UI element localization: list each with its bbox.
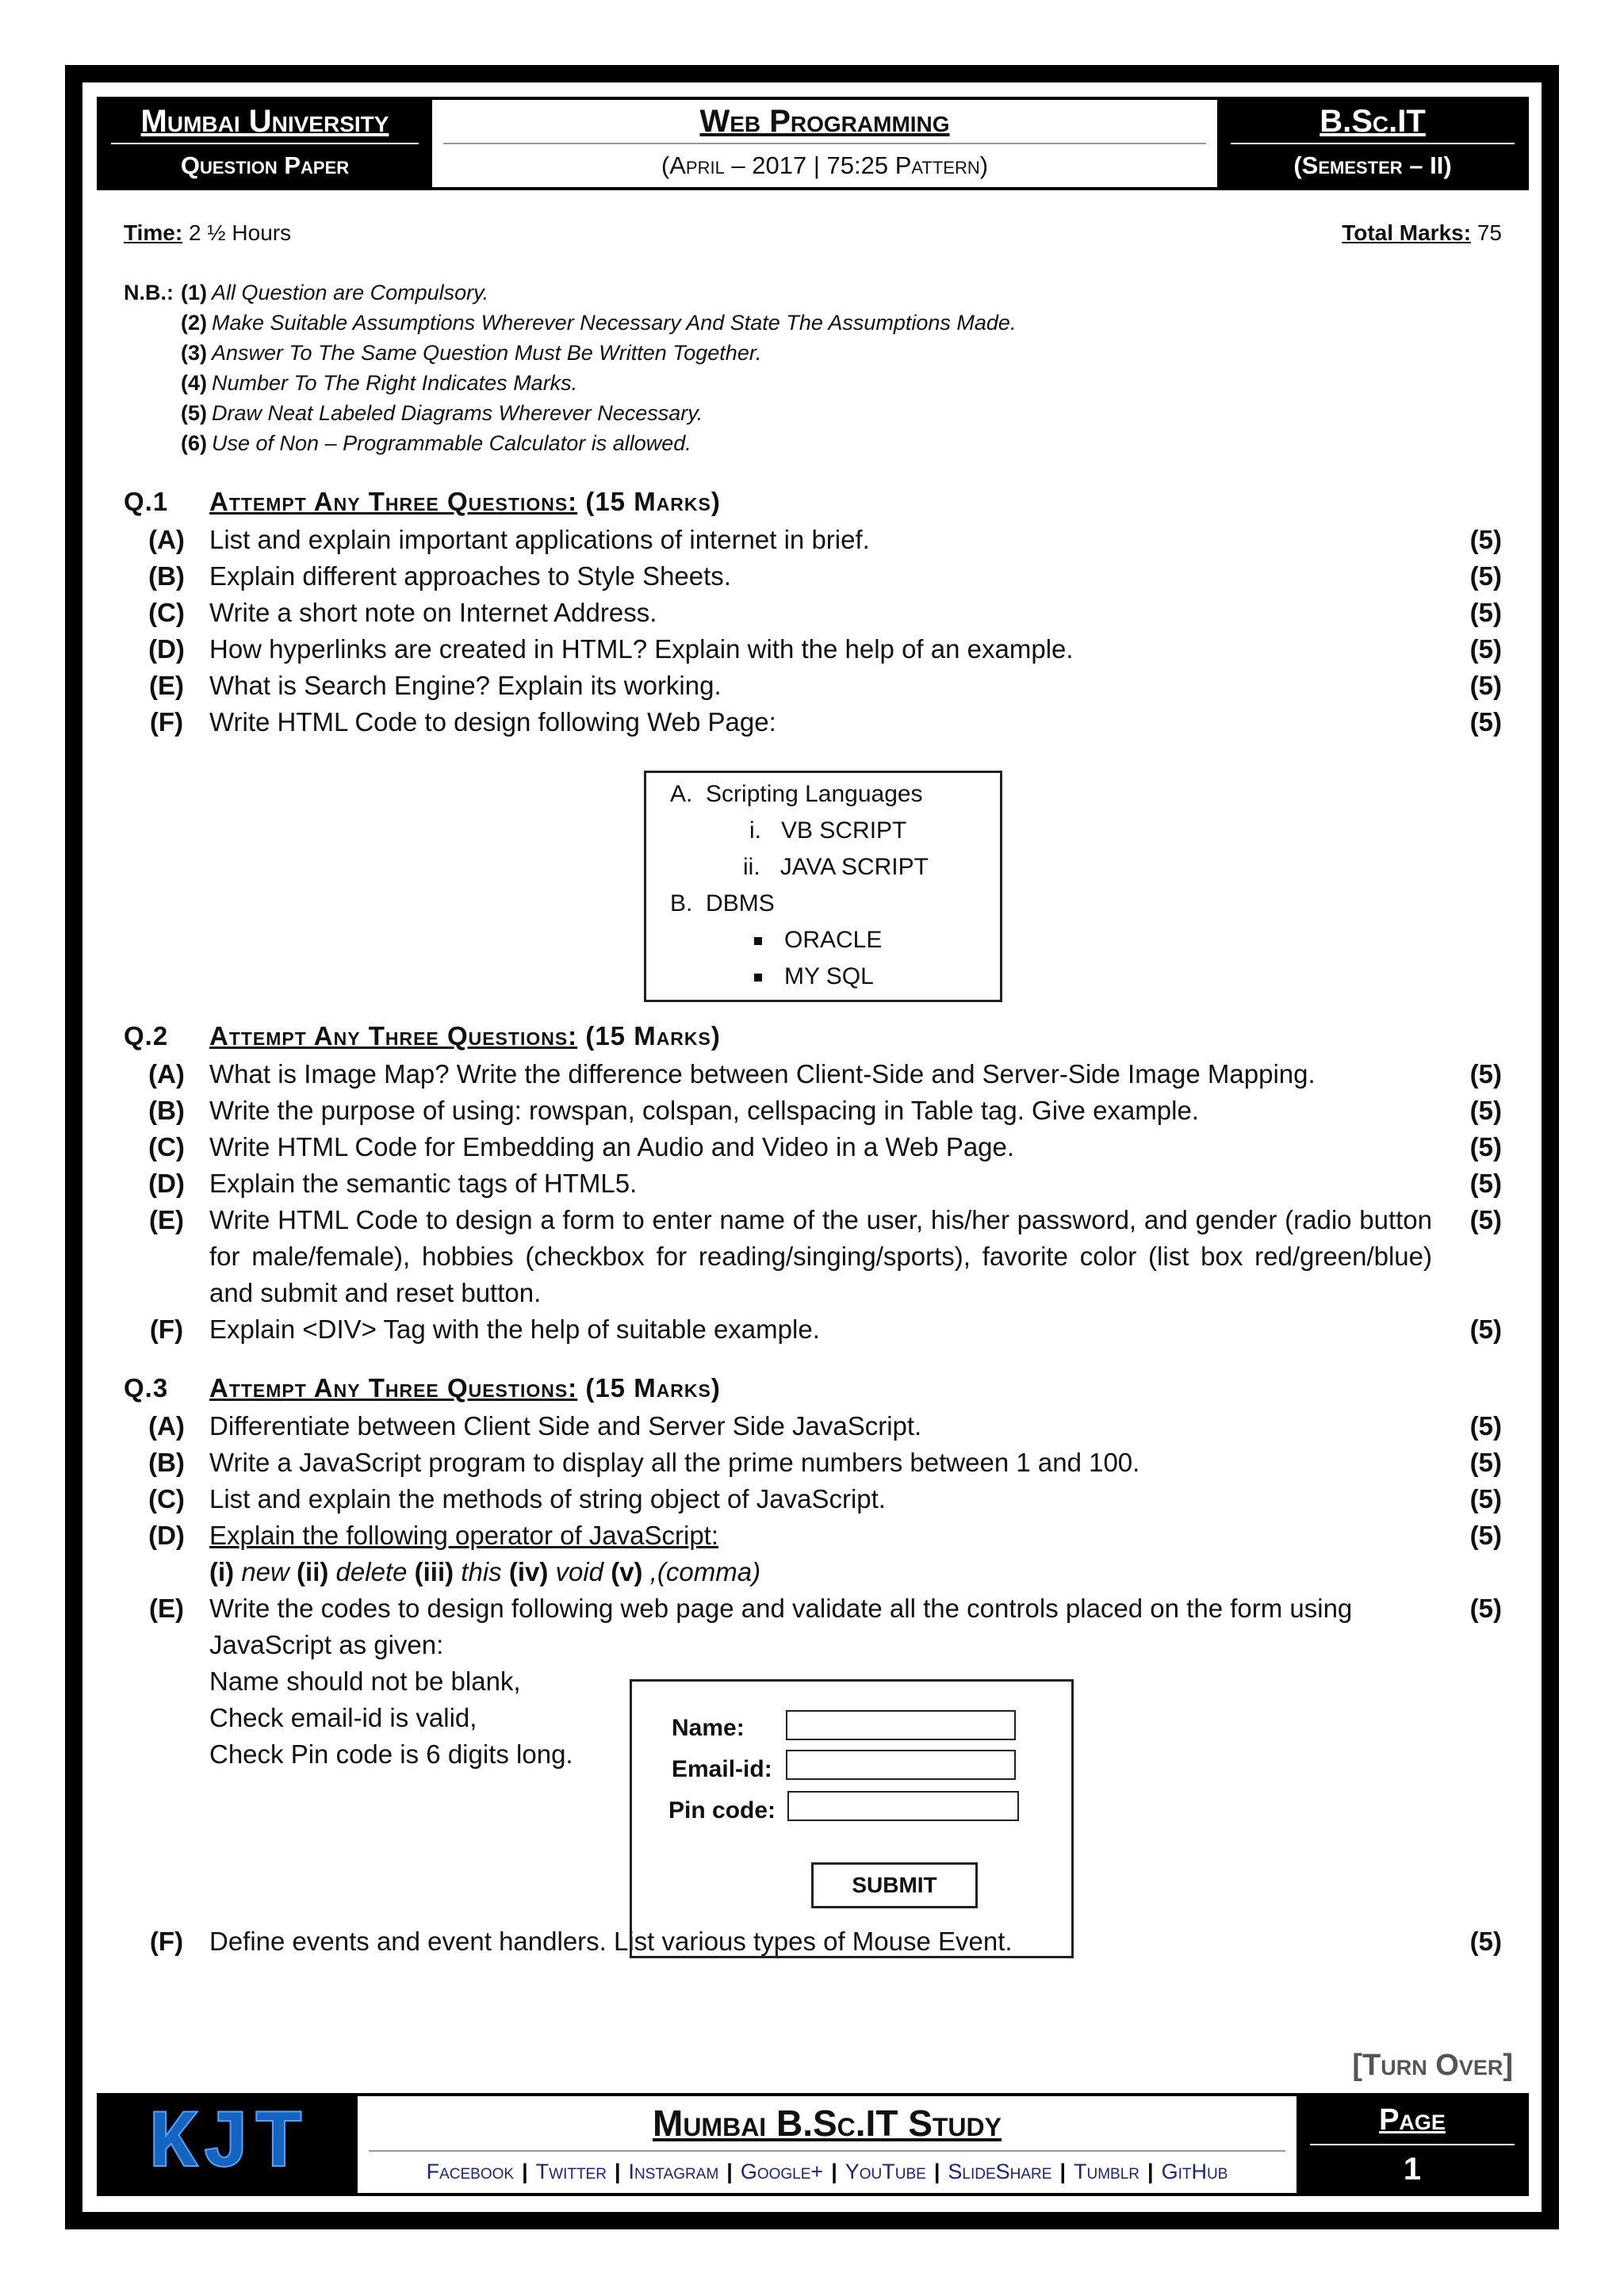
q3-list: (A) Differentiate between Client Side and Server Side JavaScript. (5) (B) Write a JavaScript program to display all the prime numbers between 1 and 100. (5) (C) List and explain the methods of string object of JavaScript. (5) (D) Explain the following operator of JavaScript: (5) (i) new (ii) delete (iii) this (iv) void (v) ,(comma) (E) Write the codes to design following web page and validate all the controls placed on the form using (5) JavaScript as given: Name should not be blank, Check email-id is valid, Check Pin code is 6 digits long. (F) Define events and event handlers. List various types of Mouse Event. (5) <box>124 1408 1502 1960</box>
subject-title: Web Programming <box>699 103 950 139</box>
time-info: Time: 2 ½ Hours <box>124 220 292 245</box>
footer-center <box>355 2096 1299 2193</box>
name-field <box>786 1710 1016 1740</box>
header-course <box>1220 100 1526 187</box>
total-marks-info: Total Marks: 75 <box>1342 220 1502 245</box>
link-github[interactable]: GitHub <box>1161 2160 1228 2184</box>
operator-list: (i) new (ii) delete (iii) this (iv) void (v) ,(comma) <box>209 1557 761 1586</box>
form-figure <box>630 1679 1074 1958</box>
link-tumblr[interactable]: Tumblr <box>1074 2160 1140 2184</box>
instruction-item: All Question are Compulsory. <box>212 281 489 304</box>
question-item: (D) How hyperlinks are created in HTML? Explain with the help of an example. (5) <box>148 634 1502 664</box>
question-item: (F) Write HTML Code to design following Web Page: (5) <box>149 707 1502 737</box>
question-item: (C) List and explain the methods of string object of JavaScript. (5) <box>148 1484 1502 1513</box>
q2-heading: Q.2 Attempt Any Three Questions: (15 Marks) <box>124 1021 721 1050</box>
question-paper-label: Question Paper <box>180 151 350 179</box>
square-bullet-icon <box>754 937 762 945</box>
question-item: (E) Write HTML Code to design a form to enter name of the user, his/her password, and gender (radio button for male/female), hobbies (checkbox for reading/singing/sports), favorite color (list box red/green/blue) and submit and reset button. (5) <box>149 1205 1502 1307</box>
instruction-item: Make Suitable Assumptions Wherever Necessary And State The Assumptions Made. <box>212 311 1017 335</box>
q2-list <box>124 1056 1502 1348</box>
submit-button: SUBMIT <box>811 1862 978 1908</box>
question-item: (A) Differentiate between Client Side and Server Side JavaScript. (5) <box>148 1411 1502 1441</box>
pin-field <box>787 1791 1019 1821</box>
exam-meta <box>124 220 1502 246</box>
pin-label: Pin code: <box>668 1797 776 1823</box>
question-item: (F) Define events and event handlers. List various types of Mouse Event. (5) <box>149 1927 1502 1956</box>
page-footer <box>97 2093 1529 2196</box>
page-number-box <box>1299 2096 1526 2193</box>
question-item: (C) Write HTML Code for Embedding an Audio and Video in a Web Page. (5) <box>148 1132 1502 1161</box>
square-bullet-icon <box>754 974 762 982</box>
instructions: N.B.: (1) All Question are Compulsory. (2) Make Suitable Assumptions Wherever Necessary And State The Assumptions Made. (3) Answer To The Same Question Must Be Written Together. (4) Number To The Right Indicates Marks. (5) Draw Neat Labeled Diagrams Wherever Necessary. (6) Use of Non – Programmable Calculator is allowed. <box>124 277 1502 458</box>
instruction-item: Answer To The Same Question Must Be Written Together. <box>212 341 762 365</box>
link-youtube[interactable]: YouTube <box>845 2160 926 2184</box>
question-item: (F) Explain <DIV> Tag with the help of suitable example. (5) <box>149 1314 1502 1344</box>
page-label: Page <box>1379 2103 1446 2137</box>
instruction-item: Number To The Right Indicates Marks. <box>212 371 578 395</box>
email-label: Email-id: <box>672 1756 772 1782</box>
question-item: (A) What is Image Map? Write the difference between Client-Side and Server-Side Image Mapping. (5) <box>148 1059 1502 1089</box>
q1-heading: Q.1 Attempt Any Three Questions: (15 Marks) <box>124 487 721 516</box>
question-item: (D) Explain the semantic tags of HTML5. (5) <box>148 1169 1502 1198</box>
page-number: 1 <box>1403 2151 1422 2187</box>
kjt-logo: KJT <box>100 2096 355 2193</box>
link-googleplus[interactable]: Google+ <box>740 2160 824 2184</box>
instruction-item: Use of Non – Programmable Calculator is allowed. <box>212 431 691 455</box>
question-item: (C) Write a short note on Internet Address. (5) <box>148 598 1502 627</box>
question-item: (B) Write a JavaScript program to display all the prime numbers between 1 and 100. (5) <box>148 1448 1502 1477</box>
question-item: (B) Write the purpose of using: rowspan, colspan, cellspacing in Table tag. Give example. (5) <box>148 1096 1502 1125</box>
link-slideshare[interactable]: SlideShare <box>948 2160 1052 2184</box>
name-label: Name: <box>672 1715 745 1741</box>
course-name: B.Sc.IT <box>1320 103 1426 139</box>
question-item: (B) Explain different approaches to Style Sheets. (5) <box>148 561 1502 591</box>
semester-label: (Semester – II) <box>1293 151 1452 179</box>
question-item: (D) Explain the following operator of JavaScript: (5) <box>148 1521 1502 1550</box>
link-instagram[interactable]: Instagram <box>628 2160 719 2184</box>
footer-title: Mumbai B.Sc.IT Study <box>653 2102 1002 2144</box>
nested-list-figure: A. Scripting Languages i. VB SCRIPT ii. JAVA SCRIPT B. DBMS ORACLE MY SQL <box>644 771 1002 1002</box>
q3-heading: Q.3 Attempt Any Three Questions: (15 Marks) <box>124 1373 721 1402</box>
link-twitter[interactable]: Twitter <box>535 2160 607 2184</box>
exam-session: (April – 2017 | 75:25 Pattern) <box>661 151 989 179</box>
turn-over-note: [Turn Over] <box>1352 2049 1513 2082</box>
link-facebook[interactable]: Facebook <box>426 2160 515 2184</box>
question-item: (E) Write the codes to design following web page and validate all the controls placed on the form using (5) <box>149 1594 1502 1623</box>
question-item: (E) What is Search Engine? Explain its working. (5) <box>149 671 1502 700</box>
social-links: Facebook | Twitter | Instagram | Google+ | YouTube | SlideShare | Tumblr | GitHub <box>426 2160 1228 2184</box>
header-university <box>100 100 430 187</box>
q1-list <box>124 522 1502 740</box>
instruction-item: Draw Neat Labeled Diagrams Wherever Necessary. <box>212 401 703 425</box>
page-header <box>97 97 1529 190</box>
question-item: (A) List and explain important applications of internet in brief. (5) <box>148 525 1502 554</box>
email-field <box>786 1750 1016 1780</box>
university-name: Mumbai University <box>140 103 389 139</box>
header-subject <box>430 100 1220 187</box>
